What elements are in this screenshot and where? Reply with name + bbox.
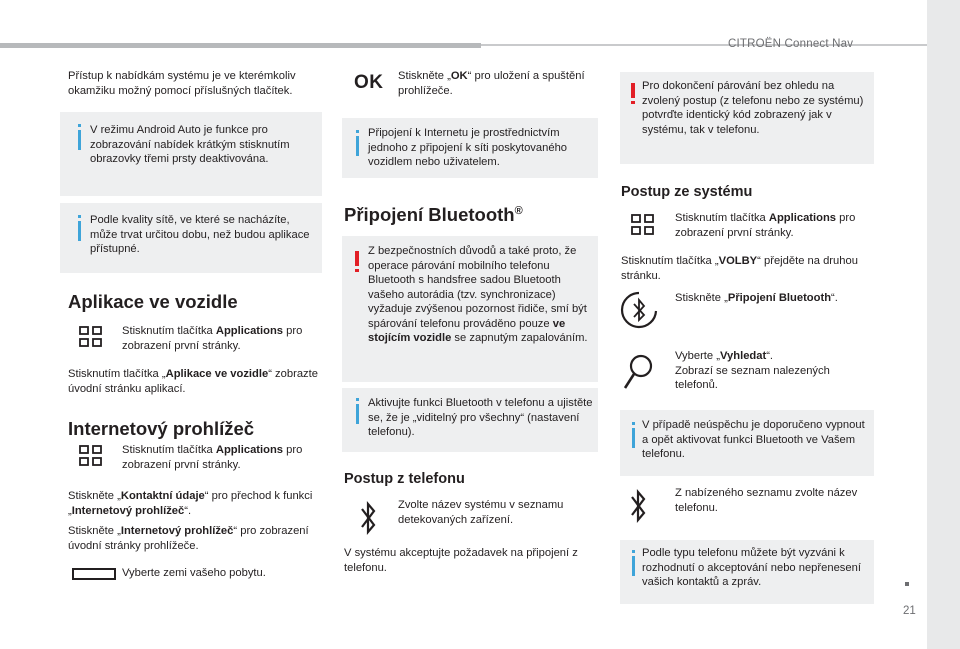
phone-step2: V systému akceptujte požadavek na připojení z telefonu. <box>344 547 578 574</box>
warning-text: Pro dokončení párování bez ohledu na zvolený postup (z telefonu nebo ze systému) potvrďte identický kód zobrazený jak v systému, tak v telefonu. <box>642 80 864 136</box>
brand-title: CITROËN Connect Nav <box>728 38 854 50</box>
page-dot <box>905 582 909 586</box>
intro-text: Přístup k nabídkám systému je ve kterémkoliv okamžiku možný pomocí příslušných tlačítek. <box>68 70 296 97</box>
warning-icon <box>355 251 359 266</box>
info-box-fail <box>620 410 874 476</box>
sys-step4-detail: Zobrazí se seznam nalezených telefonů. <box>675 364 830 391</box>
info-icon <box>78 221 81 241</box>
info-icon <box>78 130 81 150</box>
sys-step1: Stisknutím tlačítka Applications pro zobrazení první stránky. <box>675 212 856 239</box>
heading-bluetooth-text: Připojení Bluetooth <box>344 204 515 225</box>
page-number: 21 <box>903 605 916 617</box>
heading-system: Postup ze systému <box>621 184 753 200</box>
info-box-bluetooth <box>342 388 598 452</box>
page-edge-strip <box>927 0 960 649</box>
header-rule-thin <box>481 44 927 46</box>
info-icon <box>632 556 635 576</box>
heading-browser: Internetový prohlížeč <box>68 418 255 439</box>
warning-text: Z bezpečnostních důvodů a také proto, že operace párování mobilního telefonu Bluetooth s handsfree sadou Bluetooth vašeho autorádia (tzv. synchronizace) vyžaduje zvýšenou pozornost řidiče, smí být spárování telefonu prováděno pouze ve stojícím vozidle se zapnutým zapalováním. <box>368 245 588 344</box>
header-rule <box>0 43 481 48</box>
phone-step1: Zvolte název systému v seznamu detekovaných zařízení. <box>398 499 564 526</box>
info-text: Podle kvality sítě, ve které se nacházíte, může trvat určitou dobu, než budou aplikace přístupné. <box>90 214 310 255</box>
registered-mark: ® <box>514 204 523 217</box>
info-box-accept <box>620 540 874 604</box>
info-icon <box>356 136 359 156</box>
info-icon <box>356 404 359 424</box>
apps-step1: Stisknutím tlačítka Applications pro zobrazení první stránky. <box>122 325 303 352</box>
info-text: Připojení k Internetu je prostřednictvím jednoho z připojení k síti poskytovaného vozidlem nebo uživatelem. <box>368 127 568 168</box>
info-text: V režimu Android Auto je funkce pro zobrazování nabídek krátkým stisknutím obrazovky třemi prsty deaktivována. <box>90 124 290 165</box>
search-icon <box>621 352 657 392</box>
heading-apps: Aplikace ve vozidle <box>68 291 238 312</box>
sys-step5: Z nabízeného seznamu zvolte název telefonu. <box>675 487 858 514</box>
info-box-android <box>60 112 322 196</box>
warning-box-pairing <box>620 72 874 164</box>
heading-phone: Postup z telefonu <box>344 471 465 487</box>
browser-step1: Stisknutím tlačítka Applications pro zobrazení první stránky. <box>122 444 303 471</box>
sys-step4: Vyberte „Vyhledat“. Zobrazí se seznam nalezených telefonů. <box>675 350 830 391</box>
bluetooth-icon <box>359 500 377 536</box>
warning-icon <box>631 83 635 98</box>
keyboard-bar-icon <box>72 568 116 580</box>
sys-step3: Stiskněte „Připojení Bluetooth“. <box>675 292 838 304</box>
browser-step4: Vyberte zemi vašeho pobytu. <box>122 567 266 579</box>
info-box-network <box>60 203 322 273</box>
browser-step3: Stiskněte „Internetový prohlížeč“ pro zobrazení úvodní stránky prohlížeče. <box>68 525 309 552</box>
ok-step: Stiskněte „OK“ pro uložení a spuštění prohlížeče. <box>398 70 585 97</box>
ok-label: OK <box>354 72 384 93</box>
apps-step2: Stisknutím tlačítka „Aplikace ve vozidle“ zobrazte úvodní stránku aplikací. <box>68 368 318 395</box>
bluetooth-icon <box>629 488 647 524</box>
info-icon <box>632 428 635 448</box>
apps-grid-icon <box>631 214 655 236</box>
info-text: V případě neúspěchu je doporučeno vypnout a opět aktivovat funkci Bluetooth ve Vašem telefonu. <box>642 419 865 460</box>
warning-box-bluetooth <box>342 236 598 382</box>
apps-grid-icon <box>79 326 103 348</box>
info-text: Aktivujte funkci Bluetooth v telefonu a ujistěte se, že je „viditelný pro všechny“ (nastavení telefonu). <box>368 397 593 438</box>
info-box-internet <box>342 118 598 178</box>
sys-step2: Stisknutím tlačítka „VOLBY“ přejděte na druhou stránku. <box>621 255 858 282</box>
info-text: Podle typu telefonu můžete být vyzváni k rozhodnutí o akceptování nebo nepřenesení vašich kontaktů a zpráv. <box>642 547 861 588</box>
browser-step2: Stiskněte „Kontaktní údaje“ pro přechod k funkci „Internetový prohlížeč“. <box>68 490 313 517</box>
apps-grid-icon <box>79 445 103 467</box>
heading-bluetooth <box>344 204 523 226</box>
bluetooth-circle-icon <box>619 290 659 332</box>
